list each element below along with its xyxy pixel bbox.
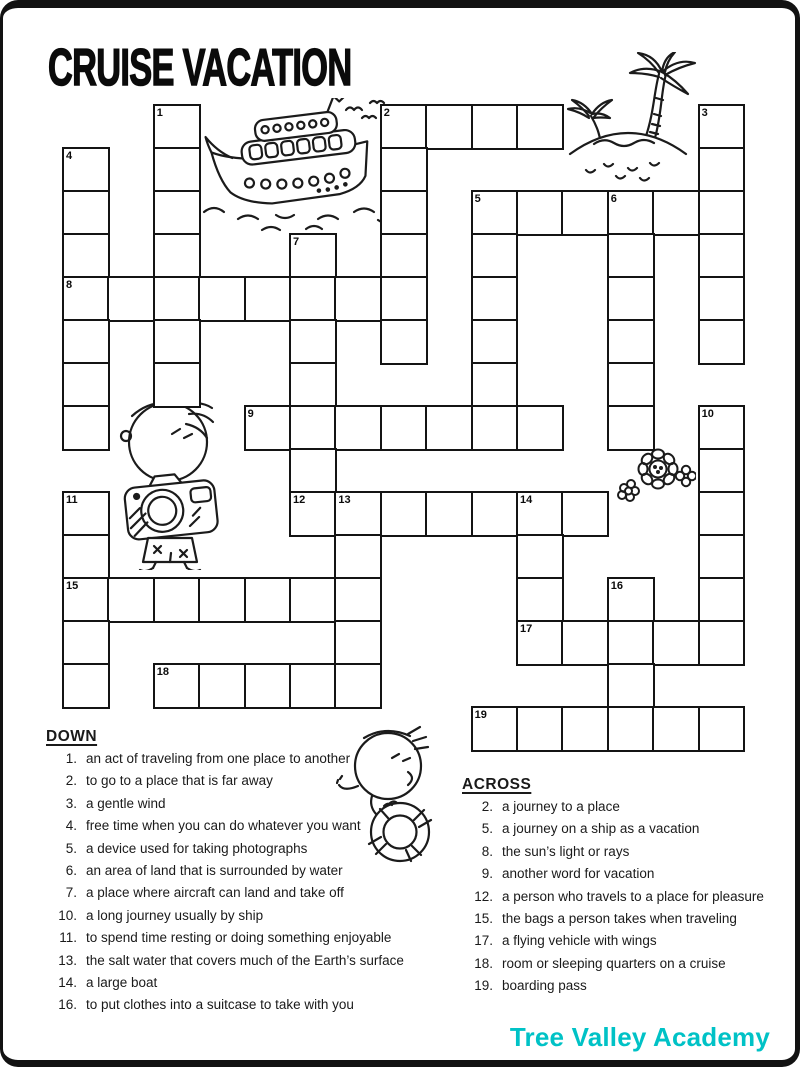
cell-number: 3: [701, 107, 708, 119]
grid-cell: [62, 190, 110, 236]
grid-cell: [698, 620, 746, 666]
grid-cell: [561, 491, 609, 537]
grid-cell: [516, 534, 564, 580]
down-clue-list: [46, 751, 446, 1020]
grid-cell: [471, 319, 519, 365]
grid-cell: [471, 276, 519, 322]
grid-cell: [607, 663, 655, 709]
clue-text: a large boat: [86, 974, 158, 990]
grid-cell: [153, 190, 201, 236]
grid-cell: [561, 620, 609, 666]
grid-cell: [289, 577, 337, 623]
clue-number: 11.: [59, 930, 77, 946]
grid-cell: [607, 276, 655, 322]
cell-number: 15: [66, 580, 79, 592]
clue-item: [462, 821, 792, 843]
clue-item: [462, 956, 792, 978]
grid-cell: [334, 620, 382, 666]
grid-cell: [425, 104, 473, 150]
clue-number: 3.: [65, 795, 77, 811]
clue-text: boarding pass: [502, 978, 587, 994]
grid-cell: [289, 448, 337, 494]
cell-number: 16: [610, 580, 624, 592]
grid-cell: [62, 491, 110, 537]
grid-cell: [516, 104, 564, 150]
clue-text: to put clothes into a suitcase to take with you: [86, 997, 354, 1013]
grid-cell: [62, 534, 110, 580]
grid-cell: [289, 491, 337, 537]
across-heading: ACROSS: [462, 776, 532, 793]
clue-item: [46, 908, 446, 930]
grid-cell: [153, 319, 201, 365]
cell-number: 17: [520, 623, 533, 635]
clue-text: to go to a place that is far away: [86, 773, 273, 789]
clue-number: 17.: [474, 933, 493, 949]
grid-cell: [153, 663, 201, 709]
grid-cell: [698, 104, 746, 150]
grid-cell: [698, 233, 746, 279]
clue-item: [462, 866, 792, 888]
grid-cell: [380, 319, 428, 365]
grid-cell: [153, 147, 201, 193]
clue-number: 2.: [481, 799, 493, 814]
clue-text: an act of traveling from one place to another: [86, 751, 351, 766]
clue-item: [46, 975, 446, 997]
grid-cell: [516, 577, 564, 623]
grid-cell: [62, 620, 110, 666]
branding-text: Tree Valley Academy: [509, 1022, 770, 1052]
grid-cell: [698, 405, 746, 451]
down-heading: DOWN: [46, 728, 98, 745]
clue-number: 1.: [65, 751, 77, 766]
clue-text: a device used for taking photographs: [86, 840, 308, 856]
grid-cell: [62, 362, 110, 408]
grid-cell: [607, 233, 655, 279]
cell-number: 10: [701, 408, 714, 420]
grid-cell: [198, 577, 246, 623]
clue-item: [46, 751, 446, 773]
grid-cell: [607, 706, 655, 752]
clue-item: [462, 844, 792, 866]
clue-text: a journey to a place: [502, 799, 620, 814]
clue-text: to spend time resting or doing something enjoyable: [86, 930, 392, 946]
clue-item: [462, 799, 792, 821]
grid-cell: [334, 534, 382, 580]
grid-cell: [62, 319, 110, 365]
grid-cell: [516, 706, 564, 752]
clue-text: an area of land that is surrounded by water: [86, 862, 343, 878]
clue-item: [46, 997, 446, 1019]
clue-text: a flying vehicle with wings: [502, 933, 657, 949]
grid-cell: [652, 620, 700, 666]
cell-number: 19: [474, 709, 487, 721]
clue-item: [46, 930, 446, 952]
grid-cell: [698, 577, 746, 623]
clue-item: [46, 953, 446, 975]
down-clues-section: [46, 728, 446, 1020]
grid-cell: [516, 620, 564, 666]
grid-cell: [607, 577, 655, 623]
across-clue-list: [462, 799, 792, 1001]
grid-cell: [380, 233, 428, 279]
grid-cell: [198, 276, 246, 322]
cell-number: 6: [610, 193, 617, 205]
crossword-grid: [62, 104, 746, 752]
grid-cell: [380, 104, 428, 150]
clue-number: 19.: [474, 978, 493, 994]
clue-text: a journey on a ship as a vacation: [502, 821, 700, 837]
grid-cell: [698, 534, 746, 580]
clue-text: the bags a person takes when traveling: [502, 910, 737, 926]
grid-cell: [244, 405, 292, 451]
grid-cell: [471, 190, 519, 236]
clue-item: [46, 773, 446, 795]
clue-text: the salt water that covers much of the Earth’s surface: [86, 952, 404, 968]
grid-cell: [652, 190, 700, 236]
grid-cell: [561, 190, 609, 236]
grid-cell: [380, 190, 428, 236]
grid-cell: [289, 663, 337, 709]
clue-text: free time when you can do whatever you want: [86, 818, 361, 834]
grid-cell: [334, 577, 382, 623]
page-title: CRUISE VACATION: [48, 39, 352, 97]
clue-number: 18.: [474, 955, 493, 971]
grid-cell: [561, 706, 609, 752]
clue-number: 15.: [474, 910, 493, 926]
cell-number: 18: [156, 666, 170, 678]
grid-cell: [244, 276, 292, 322]
clue-number: 5.: [65, 840, 77, 856]
grid-cell: [471, 104, 519, 150]
clue-number: 8.: [481, 843, 493, 859]
grid-cell: [471, 491, 519, 537]
clue-text: another word for vacation: [502, 866, 655, 882]
clue-item: [46, 818, 446, 840]
across-clues-section: [462, 776, 792, 1001]
grid-cell: [62, 577, 110, 623]
grid-cell: [698, 491, 746, 537]
grid-cell: [62, 276, 110, 322]
grid-cell: [244, 663, 292, 709]
clue-item: [462, 911, 792, 933]
clue-text: a gentle wind: [86, 795, 166, 811]
grid-cell: [62, 147, 110, 193]
clue-number: 9.: [481, 866, 493, 882]
grid-cell: [607, 362, 655, 408]
clue-number: 14.: [58, 974, 77, 990]
grid-cell: [471, 362, 519, 408]
grid-cell: [289, 405, 337, 451]
grid-cell: [698, 190, 746, 236]
grid-cell: [62, 233, 110, 279]
clue-number: 16.: [58, 997, 77, 1013]
cell-number: 7: [293, 236, 300, 248]
clue-number: 10.: [58, 907, 77, 923]
clue-item: [462, 889, 792, 911]
grid-cell: [289, 276, 337, 322]
grid-cell: [698, 319, 746, 365]
grid-cell: [380, 276, 428, 322]
clue-text: a person who travels to a place for pleasure: [502, 888, 764, 904]
clue-item: [46, 796, 446, 818]
clue-text: room or sleeping quarters on a cruise: [502, 955, 726, 971]
cell-number: 4: [66, 150, 73, 162]
clue-number: 6.: [65, 862, 77, 878]
grid-cell: [471, 233, 519, 279]
grid-cell: [607, 405, 655, 451]
grid-cell: [698, 147, 746, 193]
grid-cell: [289, 233, 337, 279]
clue-text: a place where aircraft can land and take off: [86, 885, 344, 901]
clue-text: the sun’s light or rays: [502, 843, 630, 859]
clue-text: a long journey usually by ship: [86, 907, 264, 923]
clue-number: 4.: [65, 818, 77, 834]
grid-cell: [380, 405, 428, 451]
grid-cell: [334, 405, 382, 451]
clue-item: [462, 978, 792, 1000]
grid-cell: [698, 276, 746, 322]
grid-cell: [698, 448, 746, 494]
grid-cell: [516, 190, 564, 236]
grid-cell: [698, 706, 746, 752]
grid-cell: [516, 491, 564, 537]
grid-cell: [652, 706, 700, 752]
grid-cell: [425, 491, 473, 537]
grid-cell: [607, 319, 655, 365]
cell-number: 11: [66, 494, 78, 506]
grid-cell: [471, 405, 519, 451]
clue-number: 13.: [58, 952, 77, 968]
grid-cell: [153, 362, 201, 408]
grid-cell: [289, 362, 337, 408]
grid-cell: [607, 620, 655, 666]
clue-item: [462, 933, 792, 955]
cell-number: 8: [66, 279, 73, 291]
clue-number: 2.: [65, 773, 77, 789]
grid-cell: [334, 663, 382, 709]
grid-cell: [153, 577, 201, 623]
grid-cell: [334, 276, 382, 322]
clue-number: 12.: [474, 888, 493, 904]
cell-number: 9: [247, 408, 254, 420]
cell-number: 12: [293, 494, 306, 506]
grid-cell: [244, 577, 292, 623]
grid-cell: [62, 405, 110, 451]
cell-number: 5: [474, 193, 481, 205]
grid-cell: [289, 319, 337, 365]
grid-cell: [107, 276, 155, 322]
clue-number: 5.: [481, 821, 493, 837]
clue-number: 7.: [65, 885, 77, 901]
grid-cell: [107, 577, 155, 623]
grid-cell: [153, 233, 201, 279]
cell-number: 2: [383, 107, 390, 119]
grid-cell: [62, 663, 110, 709]
cell-number: 13: [338, 494, 351, 506]
grid-cell: [425, 405, 473, 451]
grid-cell: [153, 104, 201, 150]
clue-item: [46, 885, 446, 907]
grid-cell: [516, 405, 564, 451]
grid-cell: [380, 147, 428, 193]
grid-cell: [380, 491, 428, 537]
grid-cell: [334, 491, 382, 537]
grid-cell: [471, 706, 519, 752]
clue-item: [46, 841, 446, 863]
cell-number: 1: [156, 107, 163, 119]
grid-cell: [607, 190, 655, 236]
cell-number: 14: [520, 494, 533, 506]
grid-cell: [153, 276, 201, 322]
grid-cell: [198, 663, 246, 709]
clue-item: [46, 863, 446, 885]
